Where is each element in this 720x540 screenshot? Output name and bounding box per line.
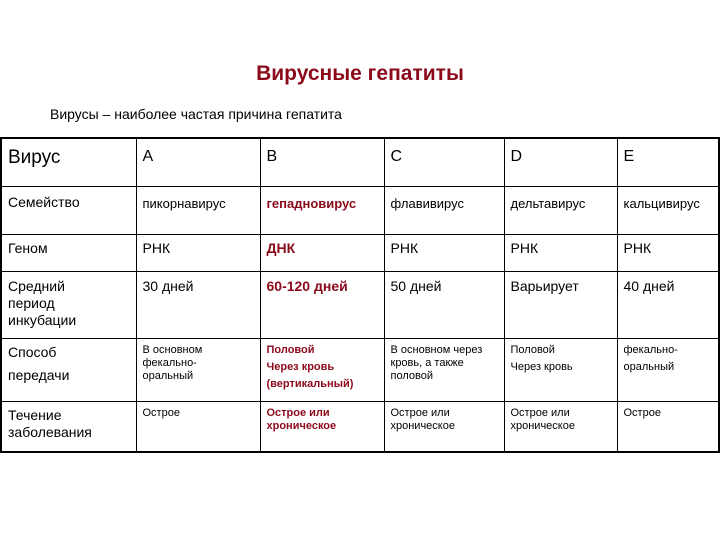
cell-family-d: дельтавирус [504,187,617,235]
table-row-course [1,402,719,453]
row-label-genome: Геном [1,235,136,272]
header-cell-c: C [384,138,504,187]
cell-transmission-e: фекально- оральный [617,339,719,402]
row-label-family: Семейство [1,187,136,235]
cell-genome-b: ДНК [260,235,384,272]
header-cell-virus: Вирус [1,138,136,187]
header-cell-a: A [136,138,260,187]
cell-transmission-a: В основном фекально- оральный [136,339,260,402]
cell-course-a: Острое [136,402,260,453]
cell-genome-d: РНК [504,235,617,272]
header-cell-e: E [617,138,719,187]
cell-transmission-b: Половой Через кровь (вертикальный) [260,339,384,402]
cell-genome-c: РНК [384,235,504,272]
cell-course-c: Острое или хроническое [384,402,504,453]
header-cell-b: B [260,138,384,187]
page-subtitle: Вирусы – наиболее частая причина гепатита [50,106,342,122]
table-row-header [1,138,719,187]
cell-course-e: Острое [617,402,719,453]
cell-transmission-c: В основном через кровь, а также половой [384,339,504,402]
cell-incubation-b: 60-120 дней [260,272,384,339]
cell-incubation-c: 50 дней [384,272,504,339]
table-row-transmission [1,339,719,402]
cell-incubation-a: 30 дней [136,272,260,339]
row-label-course: Течение заболевания [1,402,136,453]
row-label-incubation: Средний период инкубации [1,272,136,339]
table-row-incubation [1,272,719,339]
table-row-genome [1,235,719,272]
cell-incubation-d: Варьирует [504,272,617,339]
header-cell-d: D [504,138,617,187]
cell-genome-a: РНК [136,235,260,272]
cell-family-e: кальцивирус [617,187,719,235]
cell-family-c: флавивирус [384,187,504,235]
page-title: Вирусные гепатиты [256,62,464,85]
cell-family-b: гепадновирус [260,187,384,235]
hepatitis-table [0,137,720,453]
cell-genome-e: РНК [617,235,719,272]
cell-family-a: пикорнавирус [136,187,260,235]
cell-course-d: Острое или хроническое [504,402,617,453]
cell-course-b: Острое или хроническое [260,402,384,453]
cell-incubation-e: 40 дней [617,272,719,339]
table-row-family [1,187,719,235]
row-label-transmission: Способ передачи [1,339,136,402]
cell-transmission-d: Половой Через кровь [504,339,617,402]
